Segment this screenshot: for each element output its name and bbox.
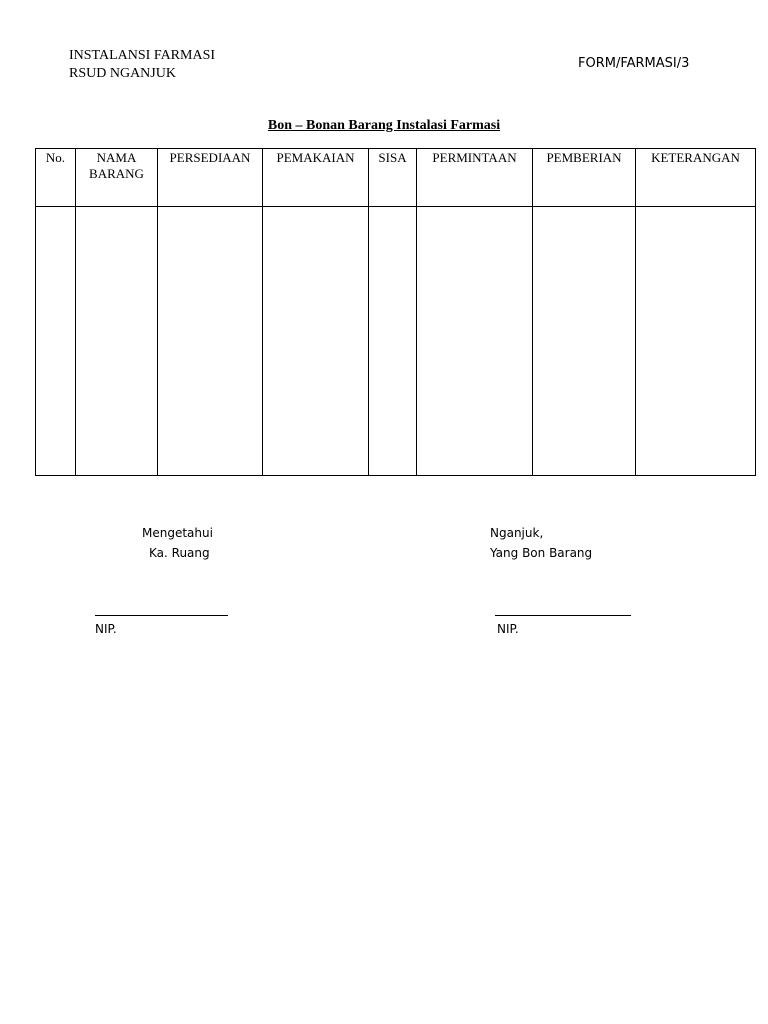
table-cell-pemakaian[interactable] [263,207,369,476]
table-cell-pemberian[interactable] [533,207,636,476]
column-header-permintaan: PERMINTAAN [417,149,533,207]
right-signature-role: Yang Bon Barang [490,546,593,560]
right-signature-place: Nganjuk, [490,526,544,540]
table-cell-persediaan[interactable] [158,207,263,476]
table-row [36,207,756,476]
column-header-no: No. [36,149,76,207]
left-signature-line[interactable] [95,615,228,616]
table-cell-no[interactable] [36,207,76,476]
column-header-sisa: SISA [369,149,417,207]
table-header-row [36,149,756,207]
table-cell-nama-barang[interactable] [76,207,158,476]
table-cell-sisa[interactable] [369,207,417,476]
column-header-persediaan: PERSEDIAAN [158,149,263,207]
left-nip-label: NIP. [95,622,117,636]
left-signature-label: Mengetahui [142,526,213,540]
column-header-nama-barang: NAMA BARANG [76,149,158,207]
header-institution-block [69,47,215,83]
hospital-name: RSUD NGANJUK [69,66,176,81]
column-header-pemakaian: PEMAKAIAN [263,149,369,207]
institution-name: INSTALANSI FARMASI [69,48,216,63]
column-header-pemberian: PEMBERIAN [533,149,636,207]
document-title-wrap [0,118,768,134]
bon-table [35,148,756,476]
right-nip-label: NIP. [497,622,519,636]
form-code: FORM/FARMASI/3 [578,56,690,71]
document-title: Bon – Bonan Barang Instalasi Farmasi [267,118,501,133]
table-cell-permintaan[interactable] [417,207,533,476]
left-signature-role: Ka. Ruang [149,546,210,560]
column-header-keterangan: KETERANGAN [636,149,756,207]
right-signature-line[interactable] [495,615,631,616]
table-cell-keterangan[interactable] [636,207,756,476]
